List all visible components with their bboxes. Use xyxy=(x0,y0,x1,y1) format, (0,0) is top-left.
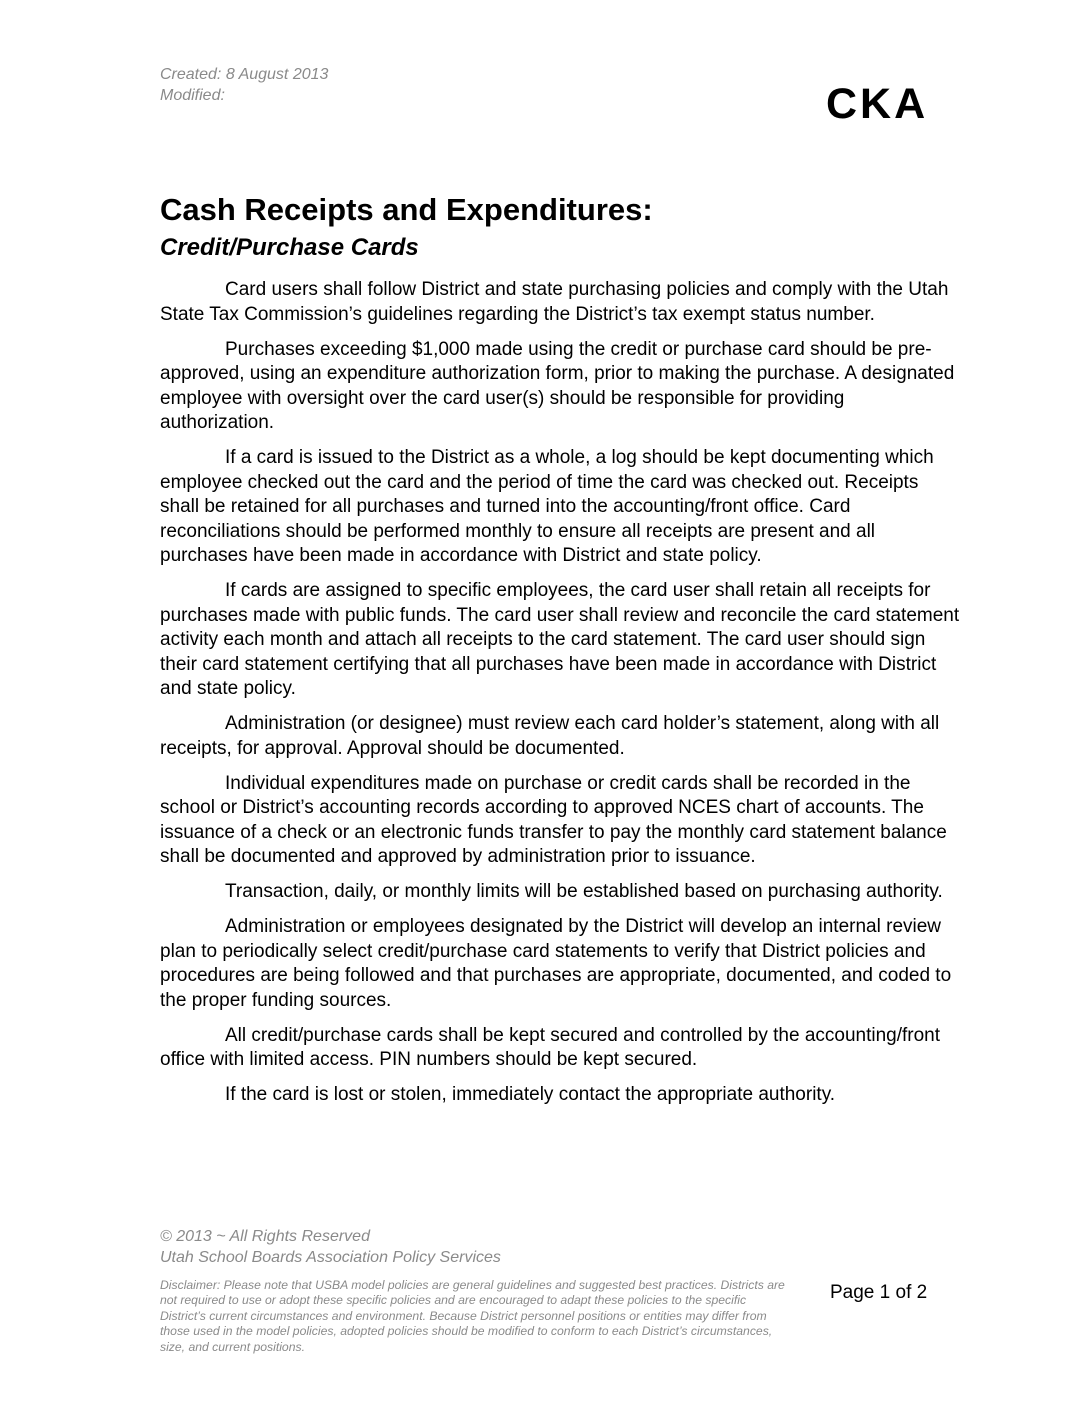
footer-copyright-block xyxy=(160,1226,501,1268)
policy-paragraph: If cards are assigned to specific employees, the card user shall retain all receipts for purchases made with public funds. The card user shall review and reconcile the card statement activity each month and attach all receipts to the card statement. The card user should sign their card statement certifying that all purchases have been made in accordance with District and state policy. xyxy=(160,580,960,699)
policy-paragraph: If a card is issued to the District as a whole, a log should be kept documenting which employee checked out the card and the period of time the card was checked out. Receipts shall be retained for all purchases and turned into the accounting/front office. Card reconciliations should be performed monthly to ensure all receipts are present and all purchases have been made in accordance with District and state policy. xyxy=(160,447,934,566)
modified-date: Modified: xyxy=(160,87,225,104)
policy-paragraph: Purchases exceeding $1,000 made using the credit or purchase card should be pre-approved, using an expenditure authorization form, prior to making the purchase. A designated employee with oversight over the card user(s) should be responsible for providing authorization. xyxy=(160,338,955,433)
page-subtitle: Credit/Purchase Cards xyxy=(160,234,419,261)
policy-paragraph: Card users shall follow District and state purchasing policies and comply with the Utah State Tax Commission’s guidelines regarding the District’s tax exempt status number. xyxy=(160,279,949,325)
policy-body xyxy=(160,278,960,1118)
page-number: Page 1 of 2 xyxy=(830,1282,928,1303)
page-title: Cash Receipts and Expenditures: xyxy=(160,192,653,227)
policy-paragraph: Transaction, daily, or monthly limits will be established based on purchasing authority. xyxy=(225,881,943,902)
policy-paragraph: Administration or employees designated by the District will develop an internal review plan to periodically select credit/purchase card statements to verify that District policies and procedures are being followed and that purchases are appropriate, documented, and coded to the proper funding sources. xyxy=(160,916,952,1011)
organization-name: Utah School Boards Association Policy Services xyxy=(160,1249,501,1266)
policy-paragraph: If the card is lost or stolen, immediately contact the appropriate authority. xyxy=(225,1084,836,1105)
policy-paragraph: All credit/purchase cards shall be kept secured and controlled by the accounting/front office with limited access. PIN numbers should be kept secured. xyxy=(160,1024,941,1070)
document-metadata xyxy=(160,64,328,106)
policy-paragraph: Administration (or designee) must review each card holder’s statement, along with all receipts, for approval. Approval should be documented. xyxy=(160,713,940,759)
created-date: Created: 8 August 2013 xyxy=(160,66,329,83)
disclaimer-text: Disclaimer: Please note that USBA model policies are general guidelines and suggested best practices. Districts are not required to use or adopt these specific policies and are encouraged to adapt these policies to the specific District’s current circumstances and environment. Because District personnel positions or entities may differ from those used in the model policies, adopted policies should be modified to conform to each District’s circumstances, size, and current positions. xyxy=(160,1278,785,1354)
policy-code: CKA xyxy=(826,80,929,128)
policy-paragraph: Individual expenditures made on purchase or credit cards shall be recorded in the school or District’s accounting records according to approved NCES chart of accounts. The issuance of a check or an electronic funds transfer to pay the monthly card statement balance shall be documented and approved by administration prior to issuance. xyxy=(160,772,947,867)
copyright-text: © 2013 ~ All Rights Reserved xyxy=(160,1228,370,1245)
